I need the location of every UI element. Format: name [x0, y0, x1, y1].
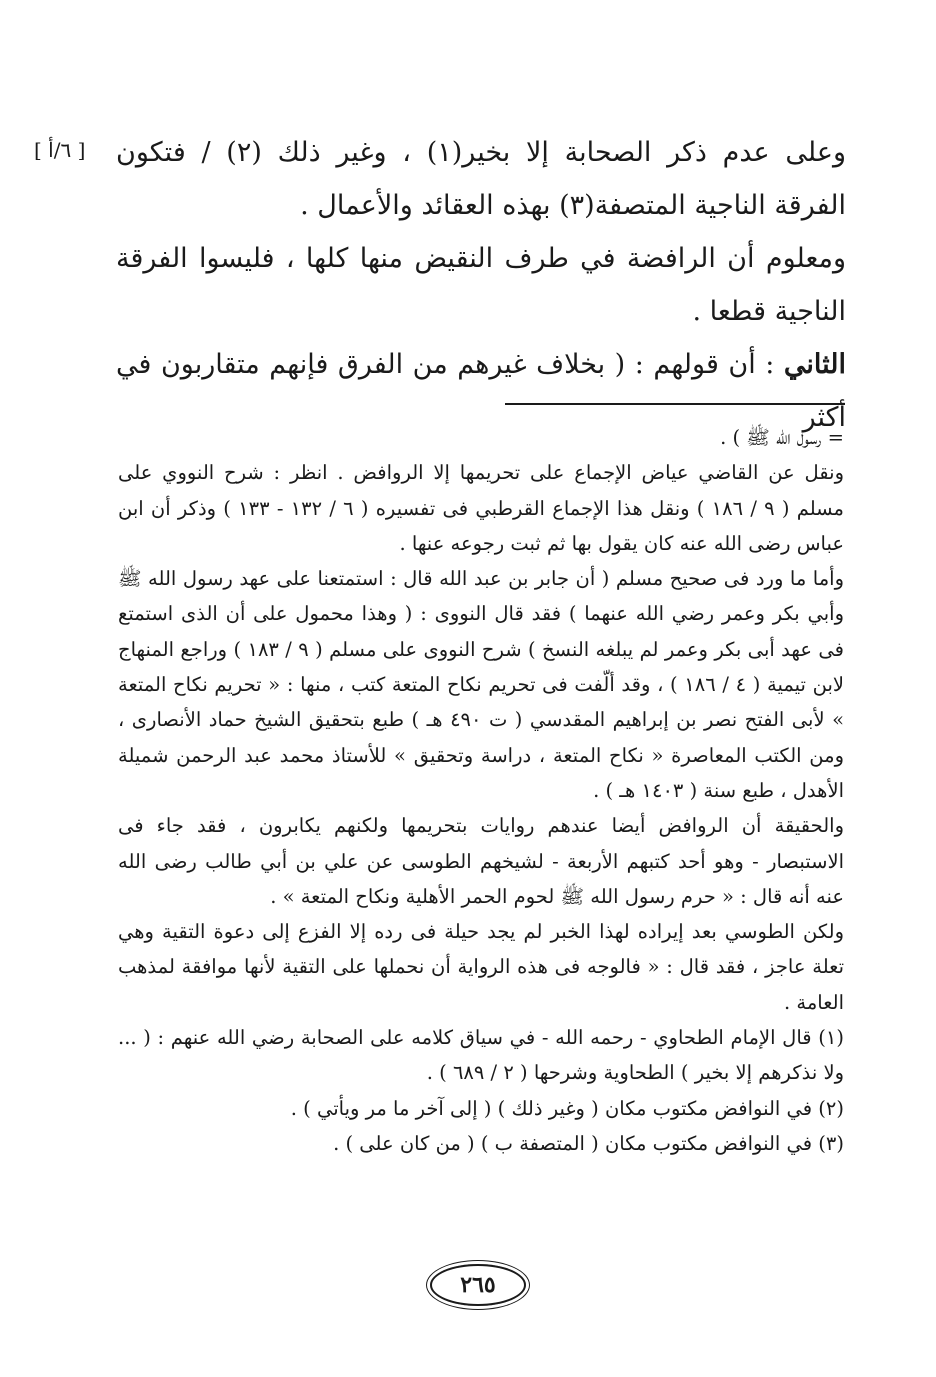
footnote-paragraph: ونقل عن القاضي عياض الإجماع على تحريمها إلا الروافض . انظر : شرح النووي على مسلم ( ٩ / ١٨٦ ) ونقل هذا الإجماع القرطبي فى تفسيره ( ٦ / ١٣٢ - ١٣٣ ) وذكر أن ابن عباس رضى الله عنه كان يقول بها ثم ثبت رجوعه عنها .: [118, 461, 844, 555]
main-paragraph-1: وعلى عدم ذكر الصحابة إلا بخير(١) ، وغير ذلك (٢) / فتكون الفرقة الناجية المتصفة(٣) بهذه العقائد والأعمال .: [116, 137, 846, 221]
main-body-text: [116, 126, 846, 444]
footnote-paragraph: وأما ما ورد فى صحيح مسلم ( أن جابر بن عبد الله قال : استمتعنا على عهد رسول الله ﷺ وأبي بكر وعمر رضي الله عنهما ) فقد قال النووى : ( وهذا محمول على أن الذى استمتع فى عهد أبى بكر وعمر لم يبلغه النسخ ) شرح النووى على مسلم ( ٩ / ١٨٣ ) وراجع المنهاج لابن تيمية ( ٤ / ١٨٦ ) ، وقد ألّفت فى تحريم نكاح المتعة كتب ، منها : « تحريم نكاح المتعة » لأبى الفتح نصر بن إبراهيم المقدسي ( ت ٤٩٠ هـ ) طبع بتحقيق الشيخ حماد الأنصارى ، ومن الكتب المعاصرة « نكاح المتعة ، دراسة وتحقيق » للأستاذ محمد عبد الرحمن شميلة الأهدل ، طبع سنة ( ١٤٠٣ هـ ) .: [118, 567, 844, 802]
footnote-2: (٢) في النوافض مكتوب مكان ( وغير ذلك ) ( إلى آخر ما مر ويأتي ) .: [290, 1096, 844, 1120]
page-number: ٢٦٥: [430, 1264, 526, 1306]
section-heading-second: الثاني: [783, 349, 846, 380]
footnote-paragraph: والحقيقة أن الروافض أيضا عندهم روايات بتحريمها ولكنهم يكابرون ، فقد جاء فى الاستبصار - وهو أحد كتبهم الأربعة - لشيخهم الطوسى عن علي بن أبي طالب رضى الله عنه أنه قال : « حرم رسول الله ﷺ لحوم الحمر الأهلية ونكاح المتعة » .: [118, 814, 844, 908]
footnote-paragraph: ولكن الطوسي بعد إيراده لهذا الخبر لم يجد حيلة فى رده إلا الفزع إلى دعوة التقية وهي تعلة عاجز ، فقد قال : « فالوجه فى هذه الرواية أن نحملها على التقية لأنها موافقة لمذهب العامة .: [118, 920, 844, 1014]
footnotes-section: [118, 420, 844, 1161]
footnote-1: (١) قال الإمام الطحاوي - رحمه الله - في سياق كلامه على الصحابة رضي الله عنهم : ( ... ولا نذكرهم إلا بخير ) الطحاوية وشرحها ( ٢ / ٦٨٩ ) .: [118, 1026, 844, 1085]
margin-folio-note: [ ٦/أ ]: [34, 138, 86, 162]
footnote-continuation: = رسول الله ﷺ ) .: [720, 426, 844, 449]
main-paragraph-2: ومعلوم أن الرافضة في طرف النقيض منها كلها ، فليسوا الفرقة الناجية قطعا .: [116, 243, 846, 327]
footnote-3: (٣) في النوافض مكتوب مكان ( المتصفة ب ) ( من كان على ) .: [333, 1131, 844, 1155]
footnote-divider: [505, 403, 845, 405]
main-paragraph-3-text: : أن قولهم : ( بخلاف غيرهم من الفرق فإنهم متقاربون في أكثر: [116, 349, 846, 433]
